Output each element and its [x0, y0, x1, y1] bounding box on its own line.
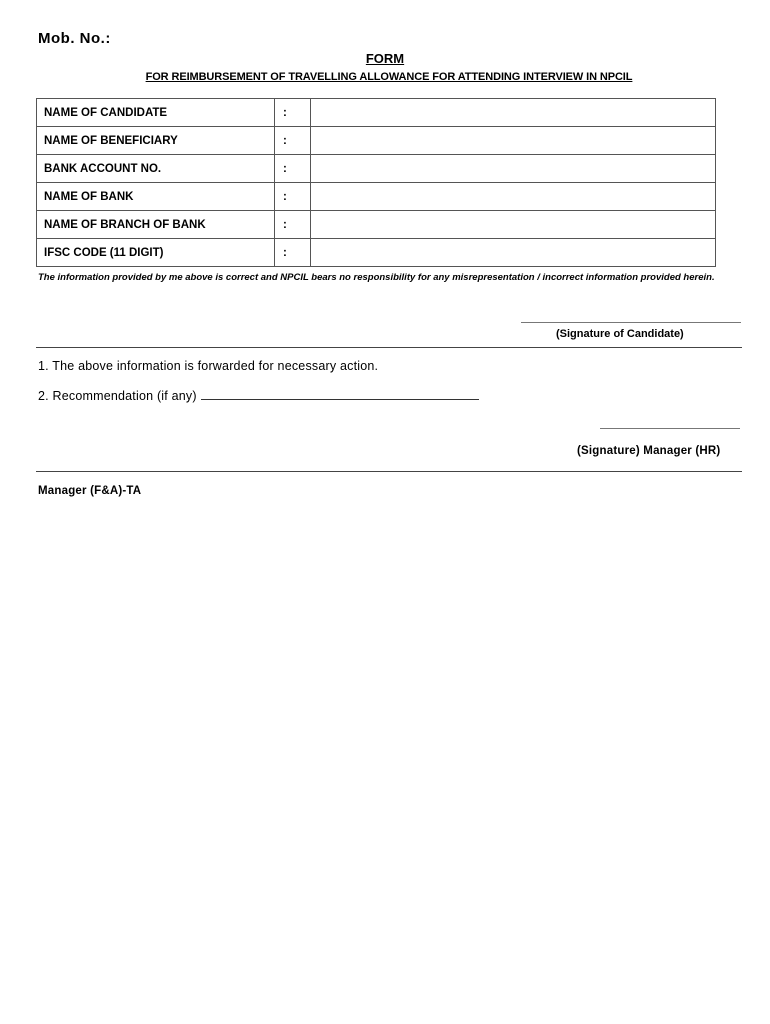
- manager-signature-line: [600, 428, 740, 429]
- beneficiary-name-field[interactable]: [311, 127, 716, 155]
- form-subtitle: FOR REIMBURSEMENT OF TRAVELLING ALLOWANCE FOR ATTENDING INTERVIEW IN NPCIL: [145, 71, 633, 83]
- recommendation-row: [38, 388, 479, 403]
- field-label-candidate-name: NAME OF CANDIDATE: [37, 99, 275, 127]
- footer-manager-label: Manager (F&A)-TA: [38, 485, 142, 497]
- table-row: [37, 211, 716, 239]
- ifsc-code-field[interactable]: [311, 239, 716, 267]
- field-colon: :: [275, 155, 311, 183]
- candidate-name-field[interactable]: [311, 99, 716, 127]
- field-label-bank-account: BANK ACCOUNT NO.: [37, 155, 275, 183]
- forwarding-statement: 1. The above information is forwarded for necessary action.: [38, 359, 379, 373]
- form-title: FORM: [365, 51, 405, 66]
- field-label-bank-name: NAME OF BANK: [37, 183, 275, 211]
- section-divider: [36, 471, 742, 472]
- field-label-beneficiary-name: NAME OF BENEFICIARY: [37, 127, 275, 155]
- candidate-signature-line: [521, 322, 741, 323]
- field-colon: :: [275, 239, 311, 267]
- manager-signature-label: (Signature) Manager (HR): [577, 445, 721, 457]
- field-colon: :: [275, 211, 311, 239]
- disclaimer-text: The information provided by me above is correct and NPCIL bears no responsibility for any misrepresentation / incorrect information provided herein.: [38, 272, 715, 283]
- mobile-number-label: Mob. No.:: [38, 30, 111, 47]
- field-colon: :: [275, 183, 311, 211]
- field-colon: :: [275, 99, 311, 127]
- bank-account-field[interactable]: [311, 155, 716, 183]
- table-row: [37, 155, 716, 183]
- table-row: [37, 99, 716, 127]
- table-row: [37, 183, 716, 211]
- bank-name-field[interactable]: [311, 183, 716, 211]
- candidate-signature-label: (Signature of Candidate): [556, 328, 684, 340]
- field-label-branch-name: NAME OF BRANCH OF BANK: [37, 211, 275, 239]
- branch-name-field[interactable]: [311, 211, 716, 239]
- recommendation-field[interactable]: [201, 388, 479, 400]
- recommendation-label: 2. Recommendation (if any): [38, 389, 197, 403]
- candidate-details-table: [36, 98, 716, 267]
- section-divider: [36, 347, 742, 348]
- table-row: [37, 239, 716, 267]
- field-colon: :: [275, 127, 311, 155]
- field-label-ifsc-code: IFSC CODE (11 DIGIT): [37, 239, 275, 267]
- table-row: [37, 127, 716, 155]
